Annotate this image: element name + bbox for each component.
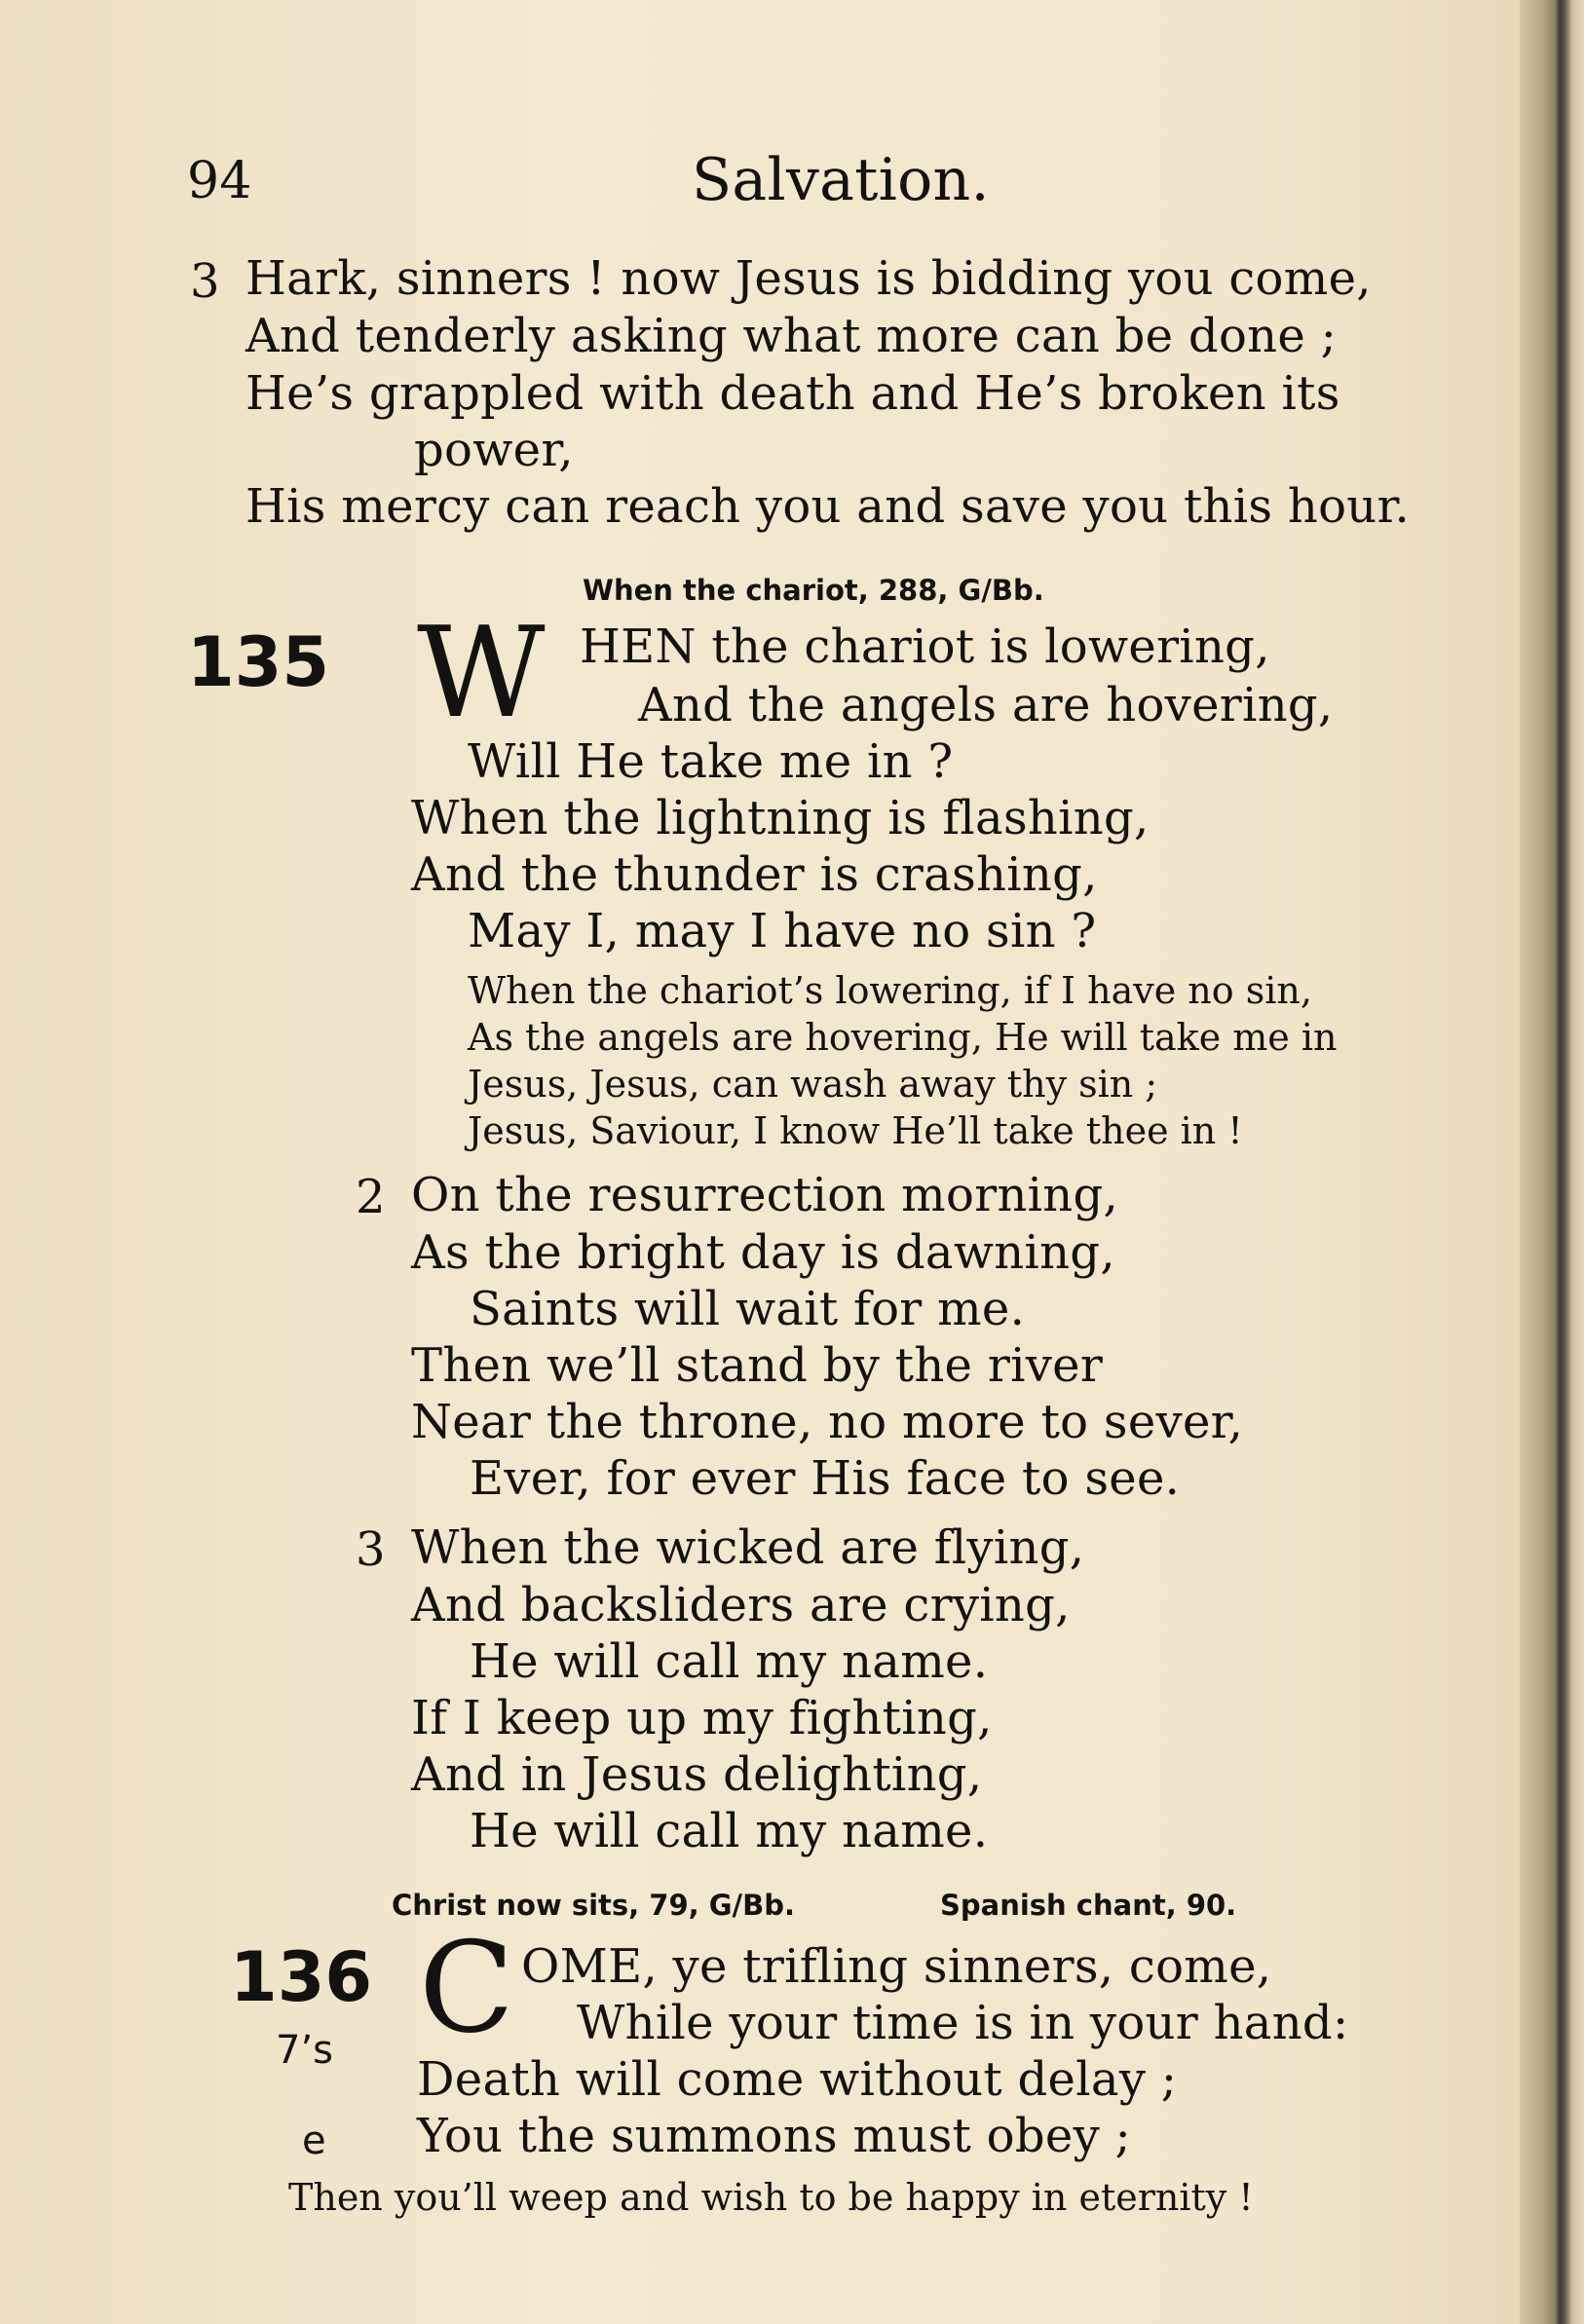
prev-verse-line: Hark, sinners ! now Jesus is bidding you come, bbox=[245, 251, 1372, 306]
verse-number: 3 bbox=[356, 1522, 386, 1577]
hymn-135-line: And in Jesus delighting, bbox=[411, 1747, 983, 1802]
hymn-136-meter: 7’s bbox=[276, 2028, 334, 2073]
hymn-135-line: When the lightning is flashing, bbox=[411, 791, 1150, 845]
hymn-135-line: May I, may I have no sin ? bbox=[468, 904, 1097, 958]
prev-verse-line: He’s grappled with death and He’s broken its bbox=[245, 366, 1340, 421]
hymn-135-line: Ever, for ever His face to see. bbox=[470, 1451, 1181, 1506]
hymn-136-line: You the summons must obey ; bbox=[417, 2109, 1132, 2163]
hymn-135-chorus-line: As the angels are hovering, He will take me in bbox=[468, 1016, 1338, 1059]
hymn-136-number: 136 bbox=[230, 1937, 373, 2017]
hymn-136-tune-right: Spanish chant, 90. bbox=[940, 1889, 1237, 1922]
book-spine-shadow bbox=[1520, 0, 1584, 2324]
prev-verse-line: His mercy can reach you and save you this hour. bbox=[245, 479, 1411, 534]
hymn-136-tune-left: Christ now sits, 79, G/Bb. bbox=[392, 1889, 796, 1922]
hymn-135-line: Then we’ll stand by the river bbox=[411, 1338, 1104, 1393]
hymn-135-line: Will He take me in ? bbox=[468, 734, 954, 789]
hymn-135-chorus-line: When the chariot’s lowering, if I have no sin, bbox=[468, 969, 1312, 1012]
hymn-135-line: Saints will wait for me. bbox=[470, 1282, 1026, 1336]
hymn-135-line: If I keep up my fighting, bbox=[411, 1691, 993, 1745]
hymn-135-chorus-line: Jesus, Saviour, I know He’ll take thee in ! bbox=[468, 1109, 1243, 1152]
hymn-135-line: On the resurrection morning, bbox=[411, 1168, 1119, 1222]
hymn-135-line: And backsliders are crying, bbox=[411, 1578, 1071, 1632]
prev-verse-line: power, bbox=[414, 423, 574, 477]
hymn-136-line: OME, ye trifling sinners, come, bbox=[521, 1939, 1272, 1994]
hymn-135-line: He will call my name. bbox=[470, 1634, 989, 1689]
page-title: Salvation. bbox=[692, 146, 990, 214]
hymn-135-drop-cap: W bbox=[417, 601, 546, 746]
hymn-135-line: And the thunder is crashing, bbox=[411, 847, 1098, 902]
page-number: 94 bbox=[187, 152, 252, 210]
hymn-135-line: He will call my name. bbox=[470, 1804, 989, 1858]
prev-verse-line: And tenderly asking what more can be done ; bbox=[245, 309, 1338, 363]
hymn-135-line: HEN the chariot is lowering, bbox=[580, 619, 1270, 674]
hymn-135-chorus-line: Jesus, Jesus, can wash away thy sin ; bbox=[468, 1063, 1158, 1106]
hymn-135-number: 135 bbox=[187, 622, 330, 702]
hymn-136-mark: e bbox=[302, 2118, 326, 2163]
verse-number: 2 bbox=[356, 1170, 386, 1224]
hymn-135-line: When the wicked are flying, bbox=[411, 1520, 1085, 1575]
hymn-136-drop-cap: C bbox=[419, 1916, 514, 2061]
hymn-135-line: Near the throne, no more to sever, bbox=[411, 1395, 1244, 1449]
hymn-135-line: As the bright day is dawning, bbox=[411, 1225, 1115, 1280]
hymn-135-tune: When the chariot, 288, G/Bb. bbox=[583, 574, 1044, 607]
prev-verse-number: 3 bbox=[190, 254, 220, 309]
hymn-136-line: Death will come without delay ; bbox=[417, 2052, 1178, 2107]
hymn-136-line: Then you’ll weep and wish to be happy in eternity ! bbox=[288, 2176, 1254, 2219]
hymn-135-line: And the angels are hovering, bbox=[638, 678, 1334, 732]
hymn-136-line: While your time is in your hand: bbox=[577, 1996, 1349, 2050]
